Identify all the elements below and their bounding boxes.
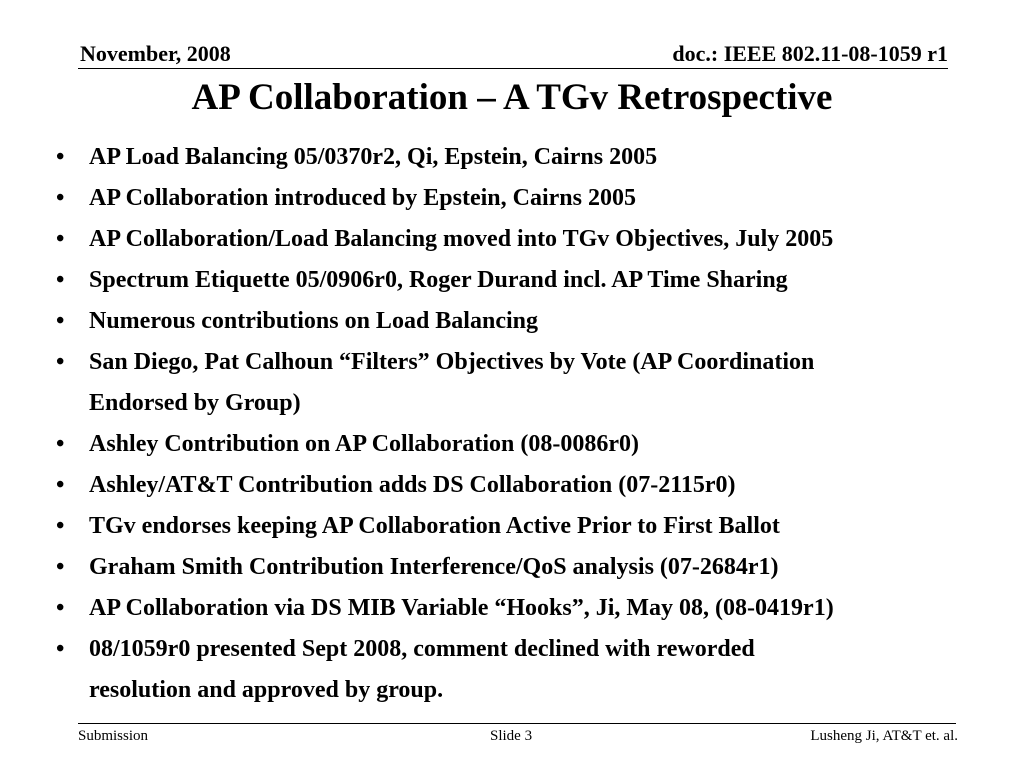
bullet-marker: • <box>56 595 65 621</box>
footer-slide-number: Slide 3 <box>490 728 533 744</box>
bullet-text: 08/1059r0 presented Sept 2008, comment declined with reworded <box>89 636 755 662</box>
bullet-text: AP Load Balancing 05/0370r2, Qi, Epstein, Cairns 2005 <box>89 144 658 170</box>
bullet-item <box>56 260 986 301</box>
bullet-text: Ashley Contribution on AP Collaboration (08-0086r0) <box>89 431 640 457</box>
slide-title: AP Collaboration – A TGv Retrospective <box>191 77 833 118</box>
bullet-marker: • <box>56 431 65 457</box>
bullet-text: Numerous contributions on Load Balancing <box>89 308 538 334</box>
bullet-text: Ashley/AT&T Contribution adds DS Collaboration (07-2115r0) <box>89 472 736 498</box>
bullet-item <box>56 506 986 547</box>
bullet-marker: • <box>56 226 65 252</box>
bullet-item <box>56 629 986 711</box>
bullet-marker: • <box>56 513 65 539</box>
bullet-item <box>56 424 986 465</box>
bullet-marker: • <box>56 185 65 211</box>
footer-divider <box>78 723 956 724</box>
bullet-marker: • <box>56 349 65 375</box>
bullet-text: AP Collaboration introduced by Epstein, Cairns 2005 <box>89 185 636 211</box>
header-divider <box>78 68 948 69</box>
bullet-item <box>56 342 986 424</box>
bullet-marker: • <box>56 308 65 334</box>
bullet-item <box>56 547 986 588</box>
bullet-item <box>56 588 986 629</box>
bullet-text: Spectrum Etiquette 05/0906r0, Roger Durand incl. AP Time Sharing <box>89 267 788 293</box>
bullet-item <box>56 219 986 260</box>
footer-submission: Submission <box>78 728 149 744</box>
bullet-item <box>56 178 986 219</box>
header-date: November, 2008 <box>80 41 231 66</box>
bullet-text-continued: Endorsed by Group) <box>89 390 301 416</box>
bullet-item <box>56 301 986 342</box>
bullet-text: AP Collaboration via DS MIB Variable “Hooks”, Ji, May 08, (08-0419r1) <box>89 595 834 621</box>
bullet-text: TGv endorses keeping AP Collaboration Active Prior to First Ballot <box>89 513 780 539</box>
header-doc-id: doc.: IEEE 802.11-08-1059 r1 <box>672 41 948 66</box>
bullet-marker: • <box>56 472 65 498</box>
bullet-item <box>56 137 986 178</box>
bullet-text-continued: resolution and approved by group. <box>89 677 444 703</box>
bullet-marker: • <box>56 554 65 580</box>
bullet-list <box>56 137 986 711</box>
bullet-marker: • <box>56 267 65 293</box>
bullet-text: San Diego, Pat Calhoun “Filters” Objectives by Vote (AP Coordination <box>89 349 815 375</box>
bullet-text: AP Collaboration/Load Balancing moved into TGv Objectives, July 2005 <box>89 226 834 252</box>
bullet-marker: • <box>56 144 65 170</box>
bullet-marker: • <box>56 636 65 662</box>
bullet-text: Graham Smith Contribution Interference/QoS analysis (07-2684r1) <box>89 554 779 580</box>
bullet-item <box>56 465 986 506</box>
footer-author: Lusheng Ji, AT&T et. al. <box>810 728 958 744</box>
